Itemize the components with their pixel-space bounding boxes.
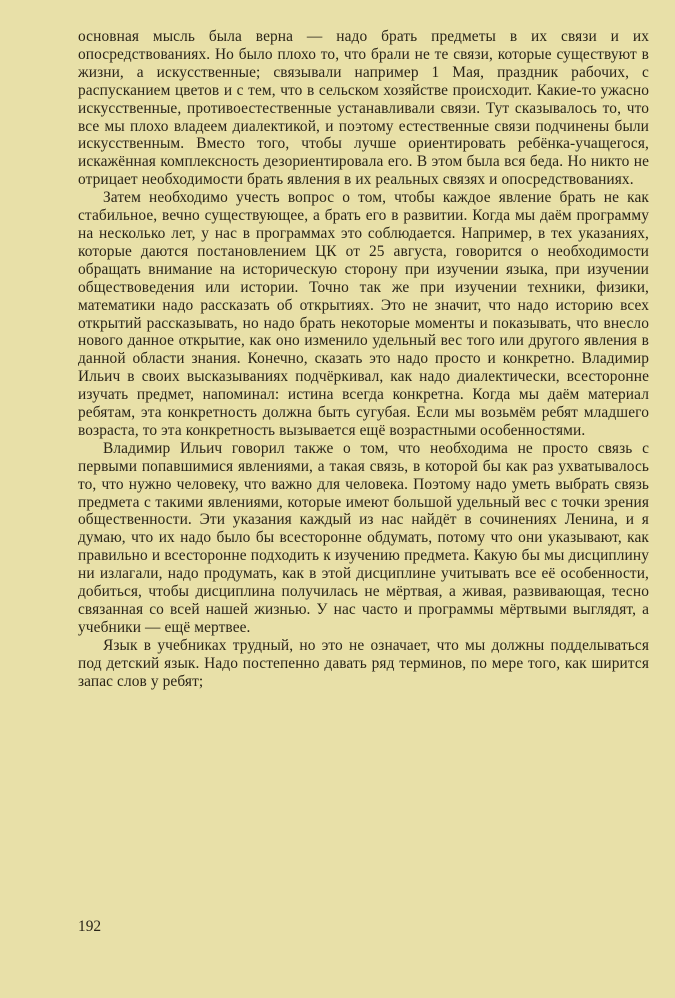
- paragraph-3: Владимир Ильич говорил также о том, что необходима не просто связь с первыми попавшимися явлениями, а такая связь, в которой бы как раз ухватывалось то, что нужно человеку, что важно для человека. Поэтому надо уметь выбрать связь предмета с такими явлениями, которые имеют большой удельный вес с точки зрения общественности. Эти указания каждый из нас найдёт в сочинениях Ленина, и я думаю, что их надо было бы всесторонне обдумать, потому что они указывают, как правильно и всесторонне подходить к изучению предмета. Какую бы мы дисциплину ни излагали, надо продумать, как в этой дисциплине учитывать все её особенности, добиться, чтобы дисциплина получилась не мёртвая, а живая, развивающая, тесно связанная со всей нашей жизнью. У нас часто и программы мёртвыми выглядят, а учебники — ещё мертвее.: [78, 439, 649, 636]
- paragraph-2: Затем необходимо учесть вопрос о том, чтобы каждое явление брать не как стабильное, вечно существующее, а брать его в развитии. Когда мы даём программу на несколько лет, у нас в программах это соблюдается. Например, в тех указаниях, которые даются постановлением ЦК от 25 августа, говорится о необходимости обращать внимание на историческую сторону при изучении языка, при изучении обществоведения или истории. Точно так же при изучении техники, физики, математики надо рассказать об открытиях. Это не значит, что надо историю всех открытий рассказывать, но надо брать некоторые моменты и показывать, что внесло нового данное открытие, как оно изменило удельный вес того или другого явления в данной области знания. Конечно, сказать это надо просто и конкретно. Владимир Ильич в своих высказываниях подчёркивал, как надо диалектически, всесторонне изучать предмет, напоминал: истина всегда конкретна. Когда мы даём материал ребятам, эта конкретность должна быть сугубая. Если мы возьмём ребят младшего возраста, то эта конкретность вызывается ещё возрастными особенностями.: [78, 189, 649, 439]
- paragraph-1: основная мысль была верна — надо брать предметы в их связи и их опосредствованиях. Но было плохо то, что брали не те связи, которые существуют в жизни, а искусственные; связывали например 1 Мая, праздник рабочих, с распусканием цветов и с тем, что в сельском хозяйстве происходит. Какие-то ужасно искусственные, противоестественные устанавливали связи. Тут сказывалось то, что все мы плохо владеем диалектикой, и поэтому естественные связи подчинены были искусственным. Вместо того, чтобы лучше ориентировать ребёнка-учащегося, искажённая комплексность дезориентировала его. В этом была вся беда. Но никто не отрицает необходимости брать явления в их реальных связях и опосредствованиях.: [78, 28, 649, 189]
- body-text: [78, 28, 649, 691]
- paragraph-4: Язык в учебниках трудный, но это не означает, что мы должны подделываться под детский язык. Надо постепенно давать ряд терминов, по мере того, как ширится запас слов у ребят;: [78, 636, 649, 690]
- page-number: 192: [78, 918, 102, 935]
